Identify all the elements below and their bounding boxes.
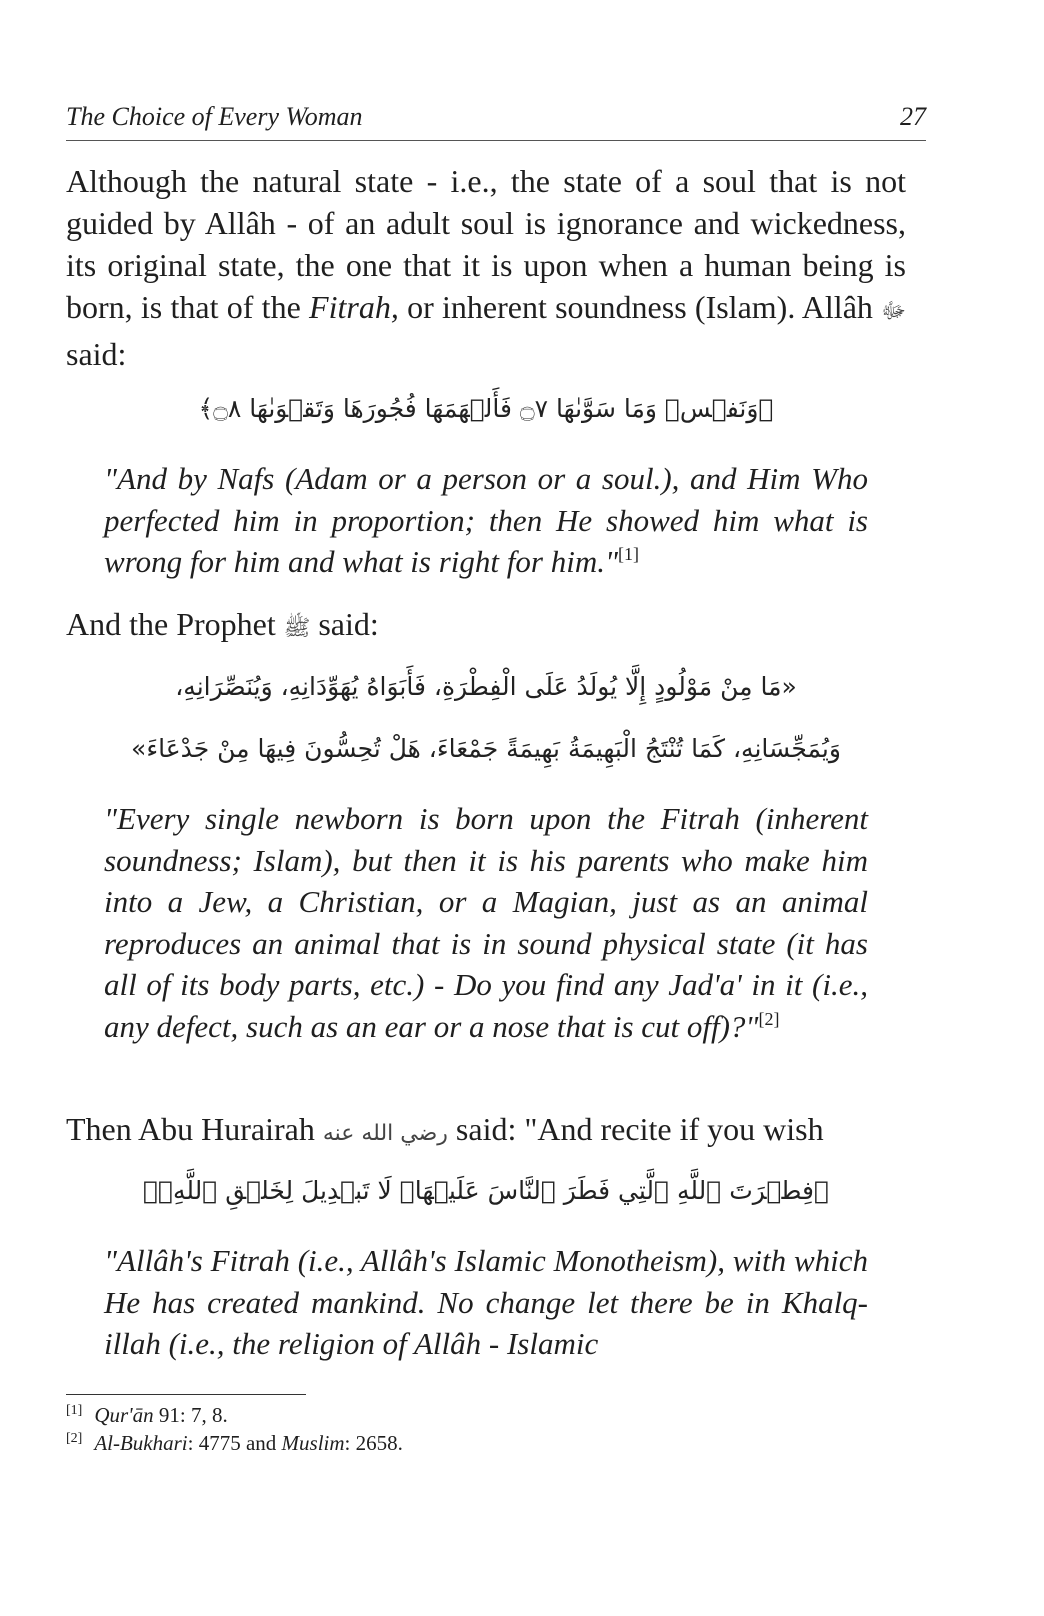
hadith-line-2: وَيُمَجِّسَانِهِ، كَمَا تُنْتَجُ الْبَهِيمَةُ بَهِيمَةً جَمْعَاءَ، هَلْ تُحِسُّونَ فِيهَا مِنْ جَدْعَاءَ» [131,734,841,763]
intro-text-end: said: [66,336,127,372]
recite-text: said: "And recite if you wish [447,1111,824,1147]
hadith-translation [104,798,868,1047]
prophet-said-text: said: [310,606,379,642]
paragraph-prophet-said [66,603,906,650]
footnote-2-source: Al-Bukhari [94,1431,188,1455]
hadith-line-1: «مَا مِنْ مَوْلُودٍ إِلَّا يُولَدُ عَلَى الْفِطْرَةِ، فَأَبَوَاهُ يُهَوِّدَانِهِ، وَيُنَصِّرَانِهِ، [175,672,797,701]
footnote-1-marker: [1] [66,1403,83,1418]
page-number: 27 [900,102,926,131]
prophet-text: And the Prophet [66,606,284,642]
radiallahu-glyph: رضي الله عنه [322,1121,448,1146]
footnote-2 [66,1430,403,1456]
footnote-2-marker: [2] [66,1431,83,1446]
running-title: The Choice of Every Woman [66,102,363,131]
verse-2-translation: "Allâh's Fitrah (i.e., Allâh's Islamic Monotheism), with which He has created mankind. No change let there be in Khalq-illah (i.e., the religion of Allâh - Islamic [104,1243,868,1361]
footnote-2-source-2: Muslim [281,1431,345,1455]
footnote-2-ref-2: : 2658. [344,1431,403,1455]
term-fitrah: Fitrah, [309,289,399,325]
footnote-1-source: Qur'ān [94,1403,154,1427]
page-header [66,100,926,141]
footnote-ref-2: [2] [758,1008,780,1029]
hadith-arabic [66,656,906,780]
footnote-2-ref: : 4775 and [187,1431,282,1455]
paragraph-intro [66,160,906,375]
salawat-glyph: ﷺ [283,616,311,641]
intro-text: Although the natural state - i.e., the state of a soul that is not guided by Allâh - of an adult soul is ignorance and wickedness, its original state, the one that it is upon when a human being is born, is that of the [66,163,906,325]
hadith-translation-text: "Every single newborn is born upon the Fitrah (inherent soundness; Islam), but then it is his parents who make him into a Jew, a Christian, or a Magian, just as an animal reproduces an animal that is in sound physical state (it has all of its body parts, etc.) - Do you find any Jad'a' in it (i.e., any defect, such as an ear or a nose that is cut off)?" [104,801,868,1044]
footnote-1 [66,1402,228,1428]
quran-verse-2-arabic: ﴿فِطۡرَتَ ٱللَّهِ ٱلَّتِي فَطَرَ ٱلنَّاسَ عَلَيۡهَاۚ لَا تَبۡدِيلَ لِخَلۡقِ ٱللَّهِۚ﴾ [142,1176,829,1205]
quran-verse-arabic: ﴿وَنَفۡسٖ وَمَا سَوَّىٰهَا ۝٧ فَأَلۡهَمَهَا فُجُورَهَا وَتَقۡوَىٰهَا ۝٨﴾ [198,394,774,423]
intro-text-cont: or inherent soundness (Islam). Allâh [398,289,882,325]
verse-translation [104,458,868,583]
abu-hurairah-text: Then Abu Hurairah [66,1111,323,1147]
footnote-1-ref: 91: 7, 8. [158,1403,228,1427]
footnote-ref-1: [1] [617,544,639,564]
footnote-divider [66,1394,306,1395]
translation-text: "And by Nafs (Adam or a person or a soul.), and Him Who perfected him in proportion; then He showed him what is wrong for him and what is right for him." [104,461,868,579]
honorific-glyph: ﷻ [881,299,907,324]
paragraph-abu-hurairah [66,1108,906,1155]
